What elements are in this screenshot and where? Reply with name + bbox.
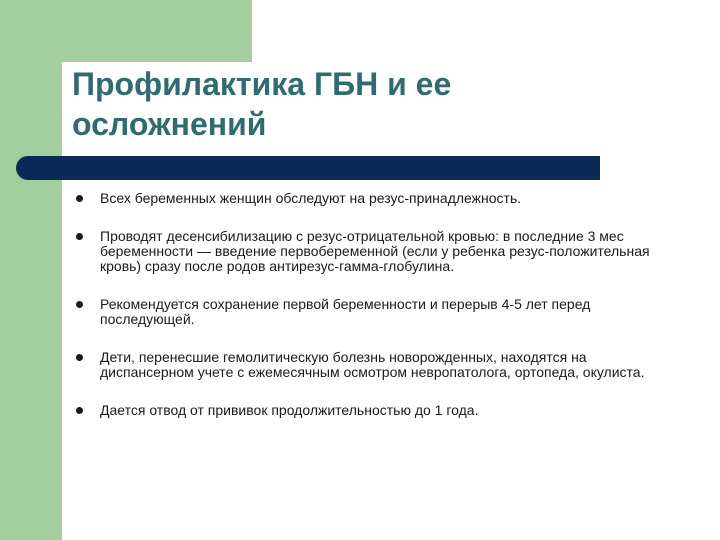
slide-title	[72, 64, 672, 144]
title-line-1: Профилактика ГБН и ее	[72, 66, 452, 102]
bullet-item	[72, 191, 672, 206]
accent-strip	[0, 62, 62, 540]
bullet-dot-icon	[76, 354, 83, 361]
accent-block	[0, 0, 252, 62]
title-divider-bar	[16, 156, 600, 180]
bullet-dot-icon	[76, 195, 83, 202]
title-line-2: осложнений	[72, 106, 267, 142]
bullet-item	[72, 229, 672, 274]
bullet-list	[72, 191, 672, 441]
bullet-text: Дети, перенесшие гемолитическую болезнь новорожденных, находятся на диспансерном учете с ежемесячным осмотром невропатолога, ортопеда, окулиста.	[100, 349, 645, 380]
bullet-text: Дается отвод от прививок продолжительностью до 1 года.	[100, 402, 479, 418]
bullet-text: Всех беременных женщин обследуют на резус-принадлежность.	[100, 190, 522, 206]
bullet-text: Рекомендуется сохранение первой беременности и перерыв 4-5 лет перед последующей.	[100, 296, 591, 327]
bullet-text: Проводят десенсибилизацию с резус-отрицательной кровью: в последние 3 мес беременности — введение первобеременной (если у ребенка резус-положительная кровь) сразу после родов антирезус-гамма-глобулина.	[100, 228, 650, 274]
bullet-dot-icon	[76, 233, 83, 240]
bullet-item	[72, 297, 672, 327]
bullet-dot-icon	[76, 301, 83, 308]
bullet-item	[72, 403, 672, 418]
bullet-item	[72, 350, 672, 380]
bullet-dot-icon	[76, 407, 83, 414]
